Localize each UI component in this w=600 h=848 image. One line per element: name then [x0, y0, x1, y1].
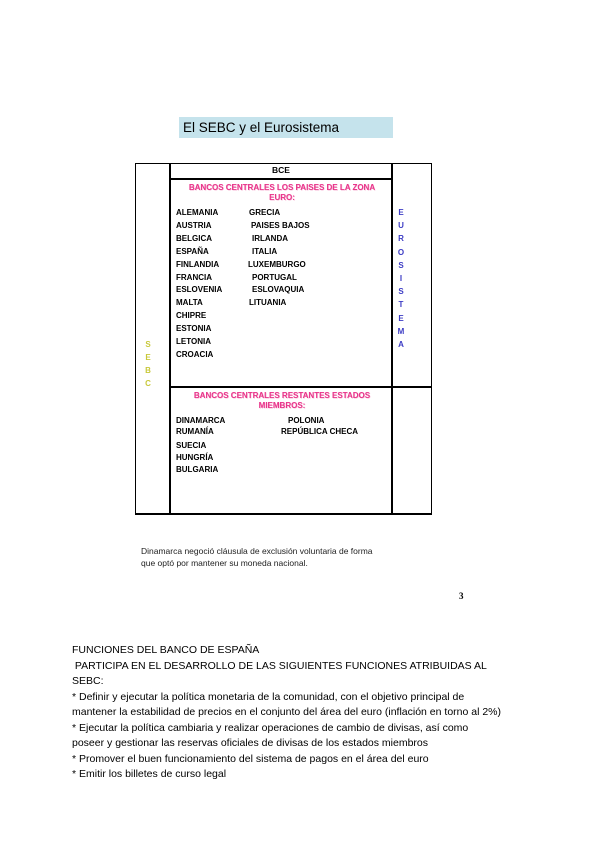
top-border	[135, 163, 432, 164]
country-item: REPÚBLICA CHECA	[281, 427, 359, 436]
country-item: ALEMANIA	[176, 208, 219, 217]
function-line: * Emitir los billetes de curso legal	[72, 768, 227, 780]
sebc-letter: C	[145, 379, 151, 388]
functions-lines	[72, 659, 542, 783]
eurosistema-letter: T	[398, 300, 404, 310]
restantes-heading-line-1: BANCOS CENTRALES RESTANTES ESTADOS	[193, 391, 371, 400]
sebc-letter: E	[145, 353, 151, 362]
country-item: ESLOVAQUIA	[252, 285, 305, 295]
page-number: 3	[459, 591, 464, 601]
country-item: FRANCIA	[176, 272, 212, 282]
note-line-2: que optó por mantener su moneda nacional.	[141, 558, 308, 568]
zona-euro-heading-line-1: BANCOS CENTRALES LOS PAISES DE LA ZONA	[188, 183, 376, 192]
eurosistema-letter: U	[398, 221, 404, 231]
function-line: poseer y gestionar las reservas oficiales de divisas de los estados miembros	[72, 737, 429, 749]
function-line: PARTICIPA EN EL DESARROLLO DE LAS SIGUIENTES FUNCIONES ATRIBUIDAS AL	[72, 659, 487, 672]
eurosistema-letter: E	[398, 208, 404, 217]
note-line-1: Dinamarca negoció cláusula de exclusión voluntaria de forma	[141, 546, 373, 556]
country-item: RUMANÍA	[176, 427, 214, 436]
country-item: SUECIA	[176, 441, 207, 450]
country-item: DINAMARCA	[176, 416, 226, 425]
inner-left-border	[169, 163, 171, 515]
functions-section	[72, 643, 542, 783]
country-item: CROACIA	[176, 349, 214, 359]
dinamarca-note	[141, 545, 373, 569]
function-line: mantener la estabilidad de precios en el conjunto del área del euro (inflación en torno al 2%)	[72, 706, 502, 718]
restantes-heading	[172, 391, 392, 411]
eurosistema-letter: S	[398, 287, 404, 297]
country-item: MALTA	[176, 298, 203, 308]
country-item: CHIPRE	[176, 311, 207, 321]
country-item: PAISES BAJOS	[251, 220, 310, 230]
sebc-letter: B	[145, 366, 151, 375]
eurosistema-letter: R	[398, 234, 404, 244]
left-border	[135, 163, 136, 515]
zone-divider	[169, 386, 432, 388]
eurosistema-letter: S	[398, 260, 404, 270]
function-line: SEBC:	[72, 675, 104, 687]
inner-right-border	[391, 163, 393, 515]
right-border	[431, 163, 432, 515]
function-line: * Promover el buen funcionamiento del sistema de pagos en el área del euro	[72, 752, 429, 765]
eurosistema-letter: M	[397, 326, 405, 336]
country-item: AUSTRIA	[176, 220, 212, 230]
country-item: ITALIA	[252, 246, 278, 256]
country-item: ESPAÑA	[176, 246, 209, 256]
restantes-heading-line-2: MIEMBROS:	[258, 401, 306, 410]
sebc-letter: S	[145, 340, 151, 349]
eurosistema-letter: E	[398, 313, 404, 323]
country-item: BULGARIA	[176, 465, 219, 474]
country-item: ESTONIA	[176, 324, 212, 334]
bce-label: BCE	[272, 165, 290, 175]
country-item: BELGICA	[176, 233, 212, 243]
bce-divider	[169, 178, 393, 180]
zona-euro-heading-line-2: EURO:	[269, 193, 295, 202]
country-item: LETONIA	[176, 337, 211, 346]
zona-euro-heading	[172, 183, 392, 203]
country-item: IRLANDA	[252, 233, 288, 243]
eurosistema-letter: O	[397, 247, 405, 257]
functions-heading: FUNCIONES DEL BANCO DE ESPAÑA	[72, 644, 260, 656]
country-item: LUXEMBURGO	[248, 259, 306, 269]
country-item: POLONIA	[288, 416, 325, 425]
country-item: PORTUGAL	[252, 272, 297, 282]
country-item: GRECIA	[249, 208, 281, 217]
eurosistema-letter: I	[399, 274, 403, 283]
page-title: El SEBC y el Eurosistema	[179, 117, 393, 138]
country-item: FINLANDIA	[176, 259, 220, 269]
country-item: HUNGRÍA	[176, 453, 214, 462]
function-line: * Definir y ejecutar la política monetaria de la comunidad, con el objetivo principal de	[72, 690, 465, 703]
country-item: ESLOVENIA	[176, 285, 223, 295]
bottom-border	[135, 513, 432, 515]
eurosistema-letter: A	[398, 340, 404, 349]
function-line: * Ejecutar la política cambiaria y realizar operaciones de cambio de divisas, así como	[72, 721, 469, 734]
country-item: LITUANIA	[249, 298, 287, 308]
